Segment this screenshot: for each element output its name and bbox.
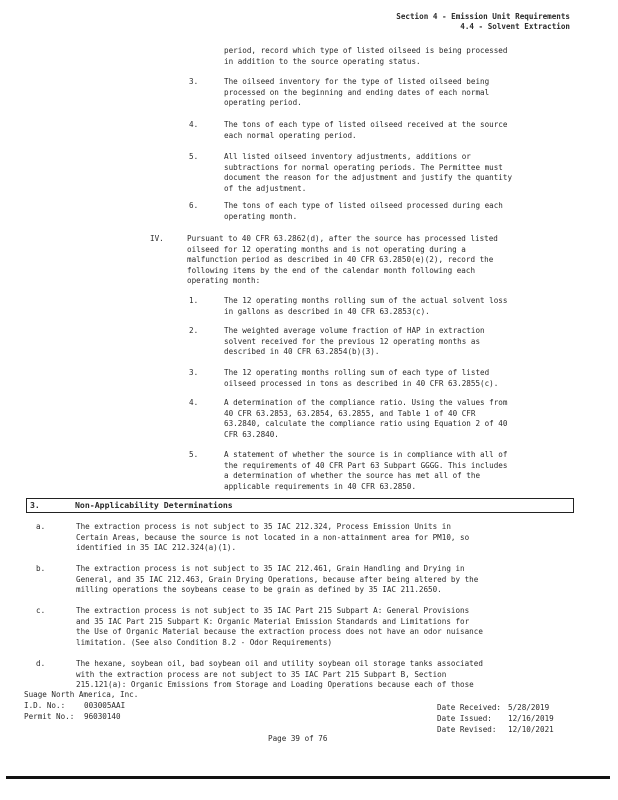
list-item: The 12 operating months rolling sum of the actual solvent loss in gallons as described in 40 CFR 63.2853(c). <box>224 296 508 316</box>
list-item: The hexane, soybean oil, bad soybean oil and utility soybean oil storage tanks associated with the extraction process are not subject to 35 IAC Part 215 Subpart B, Section 215.121(a): Organic Emissions from Storage and Loading Operations because each of those <box>76 659 483 690</box>
list-item: A determination of the compliance ratio. Using the values from 40 CFR 63.2853, 63.2854, 63.2855, and Table 1 of 40 CFR 63.2840, calculate the compliance ratio using Equation 2 of 40 CFR 63.2840. <box>224 398 508 439</box>
item-iv-text: Pursuant to 40 CFR 63.2862(d), after the source has processed listed oilseed for 12 operating months and is not operating during a malfunction period as described in 40 CFR 63.2850(e)(2), record the following items by the end of the calendar month following each operating month: <box>187 234 498 286</box>
list-item: The weighted average volume fraction of HAP in extraction solvent received for the previous 12 operating months as described in 40 CFR 63.2854(b)(3). <box>224 326 485 357</box>
footer-received-label: Date Received: <box>437 703 502 712</box>
footer-revised-value: 12/10/2021 <box>508 725 554 734</box>
footer-id-label: I.D. No.: <box>24 701 66 710</box>
list-number: 5. <box>189 450 199 459</box>
list-letter: a. <box>36 522 46 531</box>
list-number: 3. <box>189 368 199 377</box>
list-item: The extraction process is not subject to 35 IAC Part 215 Subpart A: General Provisions and 35 IAC Part 215 Subpart K: Organic Material Emission Standards and Limitations for the Use of Organic Material because the extraction process does not have an odor nuisance limitation. (See also Condition 8.2 - Odor Requirements) <box>76 606 483 647</box>
continuation-text: period, record which type of listed oilseed is being processed in addition to the source operating status. <box>224 46 508 66</box>
list-item: The tons of each type of listed oilseed processed during each operating month. <box>224 201 503 221</box>
section-title: Section 4 - Emission Unit Requirements <box>396 12 570 21</box>
footer-issued-value: 12/16/2019 <box>508 714 554 723</box>
list-item: The tons of each type of listed oilseed received at the source each normal operating period. <box>224 120 508 140</box>
footer-permit-label: Permit No.: <box>24 712 75 721</box>
list-letter: d. <box>36 659 46 668</box>
section-number: 3. <box>30 500 40 510</box>
list-number: 6. <box>189 201 199 210</box>
footer-company: Suage North America, Inc. <box>24 690 139 699</box>
page-number: Page 39 of 76 <box>268 734 328 743</box>
list-number: 5. <box>189 152 199 161</box>
list-number: 4. <box>189 120 199 129</box>
subsection-title: 4.4 - Solvent Extraction <box>460 22 570 31</box>
list-item: The oilseed inventory for the type of listed oilseed being processed on the beginning and ending dates of each normal operating period. <box>224 77 490 108</box>
roman-number: IV. <box>150 234 164 243</box>
footer-id-value: 003005AAI <box>84 701 126 710</box>
list-item: All listed oilseed inventory adjustments, additions or subtractions for normal operating periods. The Permittee must document the reason for the adjustment and justify the quantity of the adjustment. <box>224 152 513 193</box>
section-header <box>396 12 570 32</box>
footer-received-value: 5/28/2019 <box>508 703 550 712</box>
page-bottom-bar <box>6 776 610 779</box>
footer-issued-label: Date Issued: <box>437 714 492 723</box>
list-item: The extraction process is not subject to 35 IAC 212.324, Process Emission Units in Certain Areas, because the source is not located in a non-attainment area for PM10, so identified in 35 IAC 212.324(a)(1). <box>76 522 470 553</box>
section-heading: Non-Applicability Determinations <box>75 500 233 510</box>
list-item: The 12 operating months rolling sum of each type of listed oilseed processed in tons as described in 40 CFR 63.2855(c). <box>224 368 499 388</box>
list-number: 2. <box>189 326 199 335</box>
footer-permit-value: 96030140 <box>84 712 121 721</box>
list-item: A statement of whether the source is in compliance with all of the requirements of 40 CFR Part 63 Subpart GGGG. This includes a determination of whether the source has met all of the applicable requirements in 40 CFR 63.2850. <box>224 450 508 491</box>
list-number: 3. <box>189 77 199 86</box>
list-item: The extraction process is not subject to 35 IAC 212.461, Grain Handling and Drying in General, and 35 IAC 212.463, Grain Drying Operations, because after being altered by the milling operations the soybeans cease to be grain as defined by 35 IAC 211.2650. <box>76 564 479 595</box>
list-letter: c. <box>36 606 46 615</box>
list-number: 1. <box>189 296 199 305</box>
section-heading-box <box>26 498 574 513</box>
list-number: 4. <box>189 398 199 407</box>
list-letter: b. <box>36 564 46 573</box>
footer-revised-label: Date Revised: <box>437 725 497 734</box>
